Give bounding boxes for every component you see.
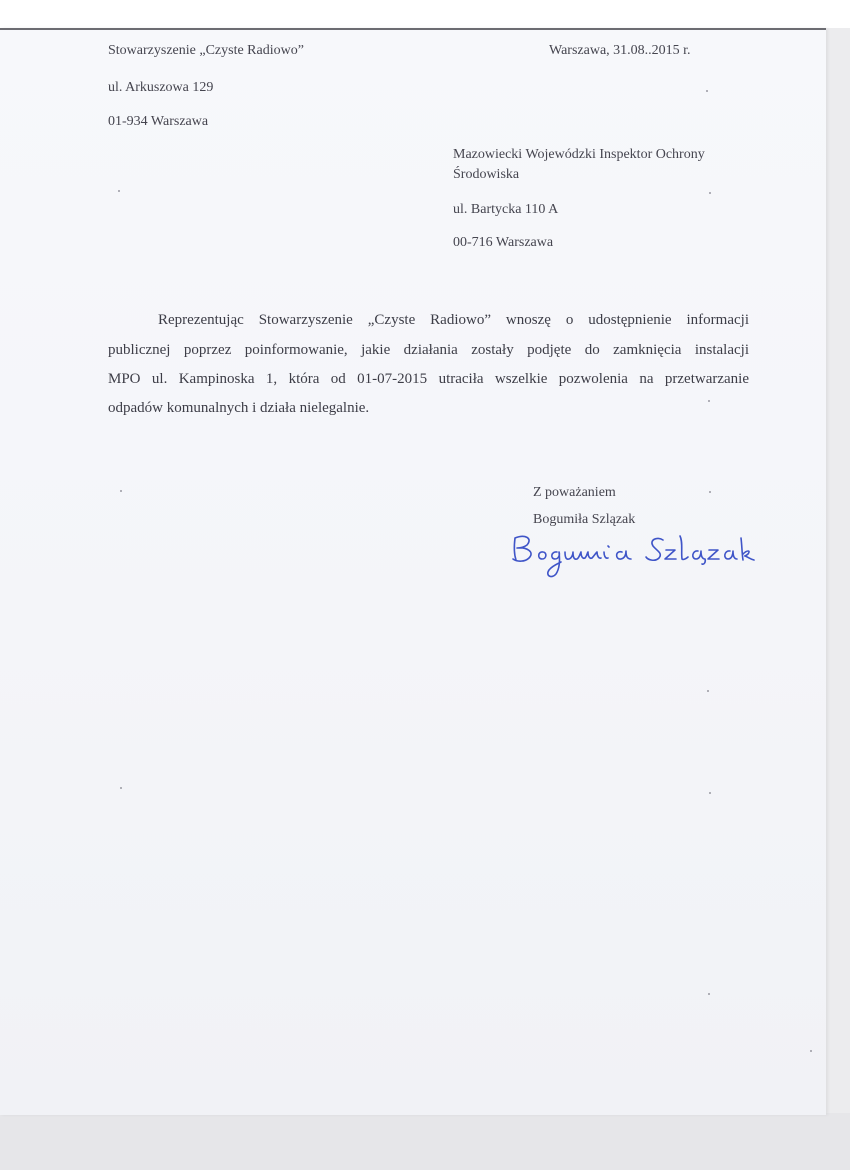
scan-speck — [708, 993, 710, 995]
scan-speck — [120, 787, 122, 789]
scan-speck — [708, 400, 710, 402]
scan-speck — [709, 192, 711, 194]
sender-name: Stowarzyszenie „Czyste Radiowo” — [108, 43, 304, 58]
scan-bottom-margin — [0, 1113, 850, 1170]
recipient-street: ul. Bartycka 110 A — [453, 202, 559, 217]
scan-speck — [707, 690, 709, 692]
scan-speck — [120, 490, 122, 492]
scan-speck — [810, 1050, 812, 1052]
sender-street: ul. Arkuszowa 129 — [108, 80, 214, 95]
closing-name: Bogumiła Szlązak — [533, 512, 636, 527]
body-line-4: odpadów komunalnych i działa nielegalnie. — [108, 400, 370, 416]
recipient-city: 00-716 Warszawa — [453, 235, 554, 250]
closing-salutation: Z poważaniem — [533, 485, 616, 500]
scan-speck — [706, 90, 708, 92]
scan-top-edge — [0, 0, 850, 28]
body-line-3: MPO ul. Kampinoska 1, która od 01-07-2015 utraciła wszelkie pozwolenia na przetwarzanie — [108, 371, 749, 387]
letter-date: Warszawa, 31.08..2015 r. — [549, 43, 691, 58]
body-line-2: publicznej poprzez poinformowanie, jakie działania zostały podjęte do zamknięcia instalacji — [108, 342, 749, 358]
recipient-line-2: Środowiska — [453, 167, 520, 182]
recipient-line-1: Mazowiecki Wojewódzki Inspektor Ochrony — [453, 147, 705, 162]
scan-speck — [709, 491, 711, 493]
handwritten-signature — [505, 526, 767, 580]
body-line-1: Reprezentując Stowarzyszenie „Czyste Radiowo” wnoszę o udostępnienie informacji — [158, 312, 749, 328]
scan-speck — [709, 792, 711, 794]
scan-speck — [118, 190, 120, 192]
sender-city: 01-934 Warszawa — [108, 114, 209, 129]
